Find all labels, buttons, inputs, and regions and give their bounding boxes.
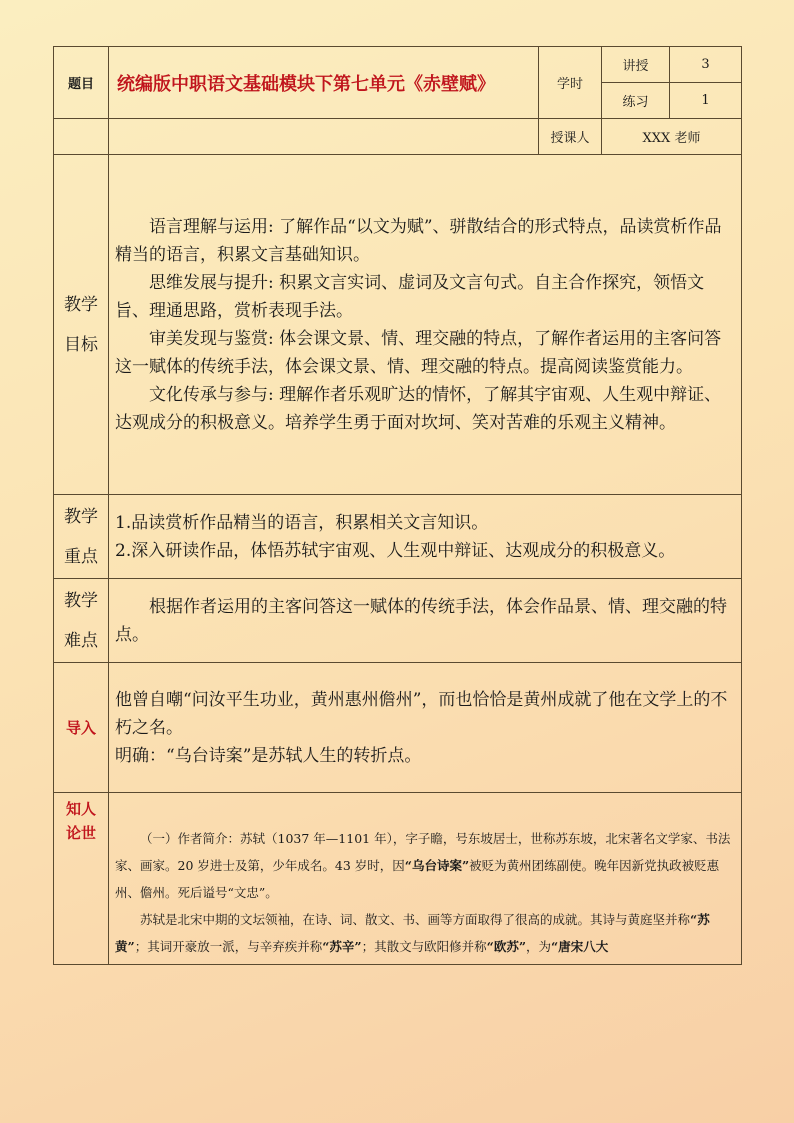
difficulties-label-1: 教学: [64, 590, 98, 611]
teacher-value: XXX 老师: [602, 119, 742, 155]
goal-culture: 文化传承与参与: 理解作者乐观旷达的情怀，了解其宇宙观、人生观中辩证、达观成分的积极意义。培养学生勇于面对坎坷、笑对苦难的乐观主义精神。: [115, 384, 722, 433]
author-achievements: [115, 906, 735, 960]
teacher-label: 授课人: [539, 119, 602, 155]
practice-label: 练习: [602, 83, 670, 119]
practice-value: 1: [670, 83, 742, 119]
achievement-text: 苏轼是北宋中期的文坛领袖，在诗、词、散文、书、画等方面取得了很高的成就。其诗与黄庭坚并称: [140, 912, 691, 927]
tang-song-eight: “唐宋八大: [551, 939, 609, 954]
key-points-label: [54, 495, 109, 579]
empty-cell: [54, 119, 109, 155]
difficulty-text: 根据作者运用的主客问答这一赋体的传统手法，体会作品景、情、理交融的特点。: [115, 596, 727, 645]
goal-aesthetic: 审美发现与鉴赏: 体会课文景、情、理交融的特点，了解作者运用的主客问答这一赋体的传统手法，体会课文景、情、理交融的特点。提高阅读鉴赏能力。: [115, 328, 722, 377]
author-intro-text: （一）作者简介：苏轼（1037 年—1101 年），字子瞻，号东坡居士，世称苏东坡，北宋著名文学家、书法家、画家。20 岁进士及第，少年成名。43 岁时，因: [115, 831, 731, 873]
achievement-text-2: ；其词开豪放一派，与辛弃疾并称: [134, 939, 323, 954]
achievement-text-3: ；其散文与欧阳修并称: [361, 939, 487, 954]
achievement-text-4: ，为: [526, 939, 552, 954]
key-points-label-2: 重点: [64, 546, 98, 567]
goals-content: [109, 155, 742, 495]
author-intro: [115, 825, 735, 906]
key-points-content: [109, 495, 742, 579]
background-label: [54, 793, 109, 965]
wutai-case: “乌台诗案”: [404, 858, 470, 873]
key-points-label-1: 教学: [64, 506, 98, 527]
empty-cell: [109, 119, 539, 155]
key-point-2: 2.深入研读作品，体悟苏轼宇宙观、人生观中辩证、达观成分的积极意义。: [115, 540, 676, 561]
background-label-2: 论世: [65, 824, 96, 842]
su-huang: “苏黄”: [115, 912, 710, 954]
lesson-title: 统编版中职语文基础模块下第七单元《赤壁赋》: [109, 47, 539, 119]
lecture-label: 讲授: [602, 47, 670, 83]
goals-label-1: 教学: [64, 294, 98, 315]
background-label-1: 知人: [65, 800, 96, 818]
intro-line-2: 明确：“乌台诗案”是苏轼人生的转折点。: [115, 745, 422, 766]
intro-label: 导入: [54, 663, 109, 793]
intro-line-1: 他曾自嘲“问汝平生功业，黄州惠州儋州”，而也恰恰是黄州成就了他在文学上的不朽之名。: [115, 689, 728, 738]
key-point-1: 1.品读赏析作品精当的语言，积累相关文言知识。: [115, 512, 489, 533]
goal-language: 语言理解与运用: 了解作品“以文为赋”、骈散结合的形式特点，品读赏析作品精当的语言，积累文言基础知识。: [115, 216, 722, 265]
topic-label: 题目: [54, 47, 109, 119]
author-intro-text-2: 被贬为黄州团练副使。晚年因新党执政被贬惠州、儋州。死后谥号“文忠”。: [115, 858, 720, 900]
su-xin: “苏辛”: [322, 939, 362, 954]
difficulties-label: [54, 579, 109, 663]
goal-thinking: 思维发展与提升: 积累文言实词、虚词及文言句式。自主合作探究，领悟文旨、理通思路，赏析表现手法。: [115, 272, 705, 321]
goals-label-2: 目标: [64, 334, 98, 355]
difficulties-label-2: 难点: [64, 630, 98, 651]
background-content: [109, 793, 742, 965]
hours-label: 学时: [539, 47, 602, 119]
difficulties-content: [109, 579, 742, 663]
ou-su: “欧苏”: [486, 939, 527, 954]
goals-label: [54, 155, 109, 495]
intro-content: [109, 663, 742, 793]
lecture-value: 3: [670, 47, 742, 83]
lesson-plan-table: [53, 46, 742, 965]
